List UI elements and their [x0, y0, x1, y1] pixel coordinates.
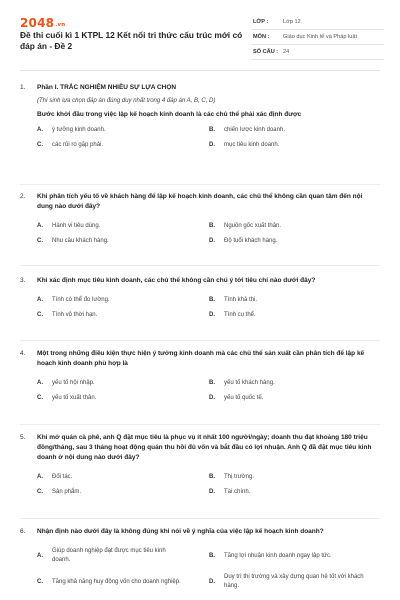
- answer-option-a[interactable]: [37, 379, 209, 388]
- option-text: mục tiêu kinh doanh.: [224, 142, 280, 148]
- option-letter: B.: [209, 474, 215, 480]
- question-title: [20, 433, 380, 463]
- option-text: Tính có thể đo lường.: [52, 297, 110, 303]
- answer-option-d[interactable]: [209, 237, 381, 246]
- page-header: [0, 0, 400, 70]
- question-number: 3.: [20, 277, 26, 284]
- option-letter: B.: [209, 552, 215, 559]
- meta-value: Giáo dục Kinh tế và Pháp luật: [283, 34, 358, 40]
- question-1: [20, 83, 380, 150]
- answer-option-b[interactable]: [209, 126, 381, 135]
- question-text: Khi mở quán cà phê, anh Q đặt mục tiêu là phục vụ ít nhất 100 người/ngày; doanh thu đạt khoảng 180 triệu đồng/tháng, sau 3 tháng hoạt động quán thu hồi đủ vốn và bắt đầu có lợi nhuận. Anh Q đã đặt mục tiêu kinh doanh ở nội dung nào dưới đây?: [37, 434, 372, 461]
- option-text: Sản phẩm.: [52, 489, 82, 495]
- option-text: yếu tố khách hàng.: [224, 380, 275, 386]
- option-letter: B.: [209, 297, 215, 303]
- question-number: 2.: [20, 193, 26, 200]
- answer-option-c[interactable]: [37, 488, 209, 497]
- question-text: Một trong những điều kiện thực hiện ý tưởng kinh doanh mà các chủ thể sản xuất cần phân tích để lập kế hoạch kinh doanh phù hợp là: [37, 350, 365, 367]
- question-text: Phần I. TRẮC NGHIỆM NHIỀU SỰ LỰA CHỌN: [37, 84, 177, 91]
- answer-option-c[interactable]: [37, 394, 209, 403]
- question-title: [20, 192, 380, 212]
- question-number: 1.: [20, 84, 26, 91]
- question-number: 6.: [20, 528, 26, 535]
- option-text: Duy trì thị trường và xây dựng quan hệ tốt với khách hàng.: [224, 574, 364, 589]
- document-title: Đề thi cuối kì 1 KTPL 12 Kết nối tri thức cấu trúc mới có đáp án - Đề 2: [20, 30, 243, 51]
- option-letter: A.: [37, 127, 43, 133]
- question-2: [20, 192, 380, 246]
- meta-row-class: [252, 15, 384, 30]
- answer-option-b[interactable]: [209, 379, 381, 388]
- question-title: [20, 83, 380, 93]
- answer-options: [37, 379, 380, 403]
- option-letter: D.: [209, 395, 215, 401]
- question-number: 4.: [20, 350, 26, 357]
- answer-option-a[interactable]: [37, 296, 209, 305]
- meta-value: 24: [283, 49, 290, 55]
- option-text: yếu tố quốc tế.: [224, 395, 264, 401]
- answer-option-a[interactable]: [37, 473, 209, 482]
- option-letter: A.: [37, 223, 43, 229]
- question-text: Nhận định nào dưới đây là không đúng khi nói về ý nghĩa của việc lập kế hoạch kinh doanh?: [37, 528, 324, 535]
- option-text: Tính vô thời hạn.: [52, 312, 98, 318]
- question-divider: [20, 518, 380, 519]
- answer-option-d[interactable]: [209, 311, 381, 320]
- header-divider: [20, 70, 380, 71]
- option-text: ý tưởng kinh doanh.: [52, 127, 106, 133]
- answer-option-d[interactable]: [209, 141, 381, 150]
- option-text: Nhu cầu khách hàng.: [52, 238, 109, 244]
- question-instruction: (Thí sinh lựa chọn đáp án đúng duy nhất trong 4 đáp án A, B, C, D): [37, 98, 216, 104]
- meta-row-subject: [252, 30, 384, 45]
- question-text: Khi phân tích yếu tố về khách hàng để lập kế hoạch kinh doanh, các chủ thể không cần quan tâm đến nội dung nào dưới đây?: [37, 193, 363, 210]
- option-text: Thị trường.: [224, 474, 254, 480]
- answer-option-b[interactable]: [209, 473, 381, 482]
- option-text: Tăng lợi nhuận kinh doanh ngay lập tức.: [224, 552, 332, 559]
- answer-option-a[interactable]: [37, 547, 209, 565]
- option-text: các rủi ro gặp phải.: [52, 142, 104, 148]
- answer-options: [37, 296, 380, 320]
- answer-options: [37, 547, 380, 591]
- option-text: Tính cụ thể.: [224, 312, 256, 318]
- option-text: yếu tố xuất thân.: [52, 395, 97, 401]
- meta-value: Lớp 12: [283, 19, 301, 25]
- option-letter: A.: [37, 380, 43, 386]
- logo-text: 2048: [20, 16, 55, 30]
- option-letter: C.: [37, 489, 43, 495]
- question-subtitle: Bước khởi đầu trong việc lập kế hoạch kinh doanh là các chủ thể phải xác định được: [37, 111, 302, 118]
- option-text: Hành vi tiêu dùng.: [52, 223, 101, 229]
- question-divider: [20, 424, 380, 425]
- answer-option-a[interactable]: [37, 126, 209, 135]
- document-meta: [252, 15, 384, 60]
- answer-option-c[interactable]: [37, 311, 209, 320]
- question-title: [20, 276, 380, 286]
- answer-options: [37, 126, 380, 150]
- question-divider: [20, 340, 380, 341]
- option-text: chiến lược kinh doanh.: [224, 127, 285, 133]
- answer-options: [37, 222, 380, 246]
- meta-key: SỐ CÂU :: [253, 49, 279, 55]
- site-logo[interactable]: [20, 16, 65, 30]
- answer-option-c[interactable]: [37, 237, 209, 246]
- answer-option-b[interactable]: [209, 296, 381, 305]
- answer-option-c[interactable]: [37, 573, 209, 591]
- option-letter: A.: [37, 297, 43, 303]
- question-5: [20, 433, 380, 497]
- question-6: [20, 527, 380, 591]
- question-text: Khi xác định mục tiêu kinh doanh, các chủ thể không cần chú ý tới tiêu chí nào dưới đây?: [37, 277, 316, 284]
- option-letter: C.: [37, 312, 43, 318]
- option-letter: D.: [209, 312, 215, 318]
- question-3: [20, 276, 380, 320]
- option-letter: D.: [209, 489, 215, 495]
- answer-option-c[interactable]: [37, 141, 209, 150]
- answer-option-d[interactable]: [209, 573, 381, 591]
- answer-option-b[interactable]: [209, 222, 381, 231]
- option-letter: C.: [37, 142, 43, 148]
- question-divider: [20, 184, 380, 185]
- option-text: Tính khả thi.: [224, 297, 258, 303]
- option-letter: B.: [209, 127, 215, 133]
- logo-suffix: .vn: [55, 22, 66, 28]
- question-title: [20, 527, 380, 537]
- option-letter: A.: [37, 552, 43, 559]
- meta-key: MÔN :: [253, 34, 270, 40]
- option-text: Tăng khả năng huy động vốn cho doanh nghiệp.: [52, 578, 181, 585]
- option-letter: B.: [209, 223, 215, 229]
- option-text: yếu tố hội nhập.: [52, 380, 95, 386]
- answer-option-d[interactable]: [209, 394, 381, 403]
- option-text: Giúp doanh nghiệp đạt được mục tiêu kinh doanh.: [52, 548, 166, 563]
- option-text: Đối tác.: [52, 474, 73, 480]
- option-text: Độ tuổi khách hàng.: [224, 238, 278, 244]
- option-letter: D.: [209, 578, 215, 585]
- option-letter: D.: [209, 238, 215, 244]
- option-text: Nguồn gốc xuất thân.: [224, 223, 282, 229]
- option-letter: C.: [37, 578, 43, 585]
- answer-options: [37, 473, 380, 497]
- question-4: [20, 349, 380, 403]
- question-title: [20, 349, 380, 369]
- option-letter: D.: [209, 142, 215, 148]
- answer-option-d[interactable]: [209, 488, 381, 497]
- answer-option-b[interactable]: [209, 547, 381, 565]
- option-letter: C.: [37, 238, 43, 244]
- question-divider: [20, 265, 380, 266]
- option-letter: B.: [209, 380, 215, 386]
- meta-key: LỚP :: [253, 19, 269, 25]
- question-number: 5.: [20, 434, 26, 441]
- option-letter: A.: [37, 474, 43, 480]
- answer-option-a[interactable]: [37, 222, 209, 231]
- meta-row-count: [252, 45, 384, 60]
- option-letter: C.: [37, 395, 43, 401]
- option-text: Tài chính.: [224, 489, 251, 495]
